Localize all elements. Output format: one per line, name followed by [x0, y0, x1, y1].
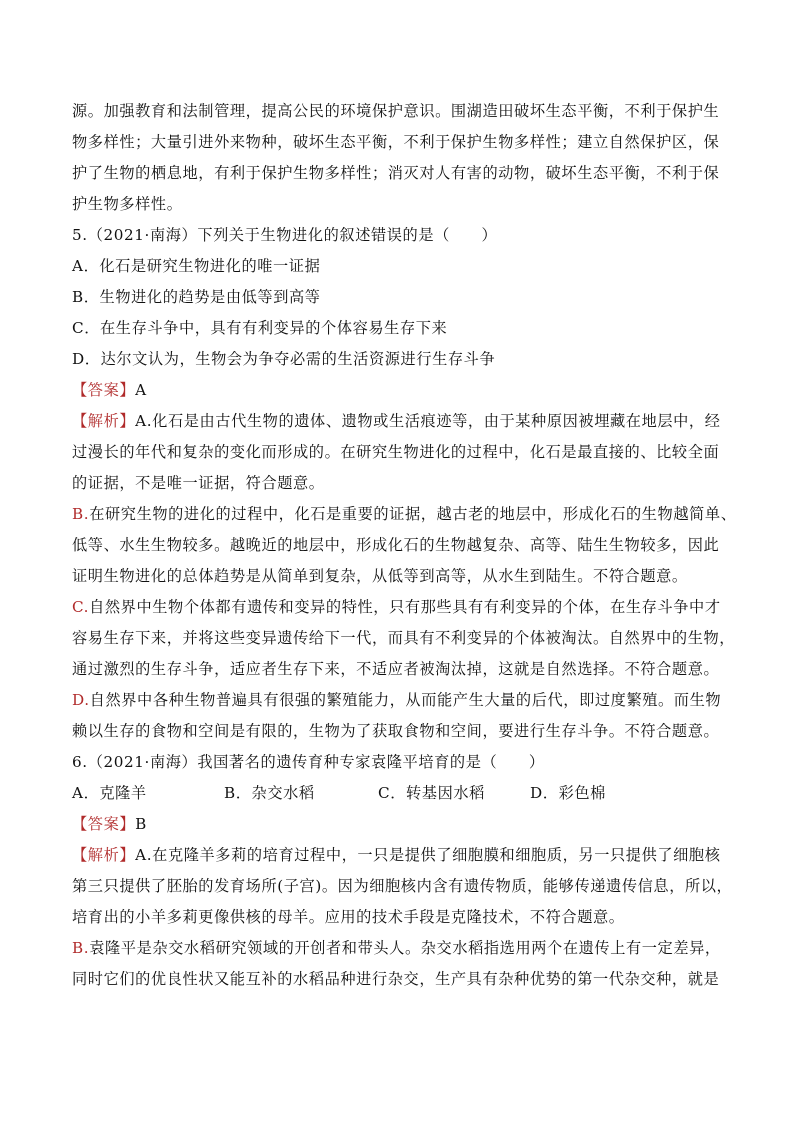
question-5-stem: 5.（2021·南海）下列关于生物进化的叙述错误的是（ ） [72, 226, 498, 244]
answer-label: 【答案】 [72, 381, 136, 399]
intro-line: 源。加强教育和法制管理，提高公民的环境保护意识。围湖造田破坏生态平衡，不利于保护生 [72, 102, 720, 120]
question-6-analysis-b-line [72, 933, 722, 964]
question-6-option-b: B．杂交水稻 [224, 784, 315, 802]
question-6-option-d: D．彩色棉 [530, 784, 606, 802]
question-5-analysis-b-line: 低等、水生生物较多。越晚近的地层中，形成化石的生物越复杂、高等、陆生生物较多，因此 [72, 536, 720, 554]
question-6-option-c: C．转基因水稻 [378, 784, 485, 802]
analysis-text: A.在克隆羊多莉的培育过程中，一只是提供了细胞膜和细胞质，另一只提供了细胞核 [135, 846, 721, 864]
analysis-text: 在研究生物的进化的过程中，化石是重要的证据，越古老的地层中，形成化石的生物越简单、 [89, 505, 737, 523]
question-6-option-a: A．克隆羊 [72, 784, 147, 802]
question-6-stem: 6.（2021·南海）我国著名的遗传育种专家袁隆平培育的是（ ） [72, 753, 545, 771]
analysis-text: 自然界中各种生物普遍具有很强的繁殖能力，从而能产生大量的后代，即过度繁殖。而生物 [89, 691, 722, 709]
option-prefix: B. [72, 939, 90, 957]
intro-line: 物多样性；大量引进外来物种，破坏生态平衡，不利于保护生物多样性；建立自然保护区，保 [72, 133, 720, 151]
question-6-analysis-line [72, 840, 722, 871]
option-prefix: C. [72, 598, 90, 616]
analysis-label: 【解析】 [72, 412, 136, 430]
analysis-text: A.化石是由古代生物的遗体、遗物或生活痕迹等，由于某种原因被埋藏在地层中，经 [135, 412, 721, 430]
analysis-label: 【解析】 [72, 846, 136, 864]
question-6-options [72, 778, 722, 809]
answer-value: A [135, 381, 147, 399]
question-5-option-b: B．生物进化的趋势是由低等到高等 [72, 288, 321, 306]
question-6-analysis-b-line: 同时它们的优良性状又能互补的水稻品种进行杂交，生产具有杂种优势的第一代杂交种，就是 [72, 970, 720, 988]
option-prefix: B. [72, 505, 90, 523]
document-page [72, 96, 737, 995]
question-5-answer [72, 375, 722, 406]
question-5-analysis-d-line [72, 685, 722, 716]
answer-value: B [135, 815, 147, 833]
question-5-analysis-c-line: 容易生存下来，并将这些变异遗传给下一代，而具有不利变异的个体被淘汰。自然界中的生物， [72, 629, 736, 647]
question-5-analysis-d-line: 赖以生存的食物和空间是有限的，生物为了获取食物和空间，要进行生存斗争。不符合题意。 [72, 722, 720, 740]
question-5-option-d: D．达尔文认为，生物会为争夺必需的生活资源进行生存斗争 [72, 350, 496, 368]
question-6-analysis-line: 培育出的小羊多莉更像供核的母羊。应用的技术手段是克隆技术，不符合题意。 [72, 908, 625, 926]
intro-line: 护生物多样性。 [72, 195, 183, 213]
question-6-answer [72, 809, 722, 840]
answer-label: 【答案】 [72, 815, 136, 833]
question-5-option-c: C．在生存斗争中，具有有利变异的个体容易生存下来 [72, 319, 448, 337]
question-5-analysis-b-line: 证明生物进化的总体趋势是从简单到复杂，从低等到高等，从水生到陆生。不符合题意。 [72, 567, 688, 585]
question-5-analysis-line [72, 406, 722, 437]
question-5-analysis-line: 的证据，不是唯一证据，符合题意。 [72, 474, 325, 492]
question-5-analysis-b-line [72, 499, 737, 530]
question-5-analysis-c-line [72, 592, 722, 623]
question-6-analysis-line: 第三只提供了胚胎的发育场所(子宫)。因为细胞核内含有遗传物质，能够传递遗传信息，所以， [72, 877, 733, 895]
question-5-analysis-c-line: 通过激烈的生存斗争，适应者生存下来，不适应者被淘汰掉，这就是自然选择。不符合题意。 [72, 660, 720, 678]
option-prefix: D. [72, 691, 90, 709]
analysis-text: 自然界中生物个体都有遗传和变异的特性，只有那些具有有利变异的个体，在生存斗争中才 [89, 598, 721, 616]
question-5-option-a: A．化石是研究生物进化的唯一证据 [72, 257, 321, 275]
question-5-analysis-line: 过漫长的年代和复杂的变化而形成的。在研究生物进化的过程中，化石是最直接的、比较全面 [72, 443, 720, 461]
intro-line: 护了生物的栖息地，有利于保护生物多样性；消灭对人有害的动物，破坏生态平衡，不利于保 [72, 164, 720, 182]
analysis-text: 袁隆平是杂交水稻研究领域的开创者和带头人。杂交水稻指选用两个在遗传上有一定差异， [89, 939, 721, 957]
